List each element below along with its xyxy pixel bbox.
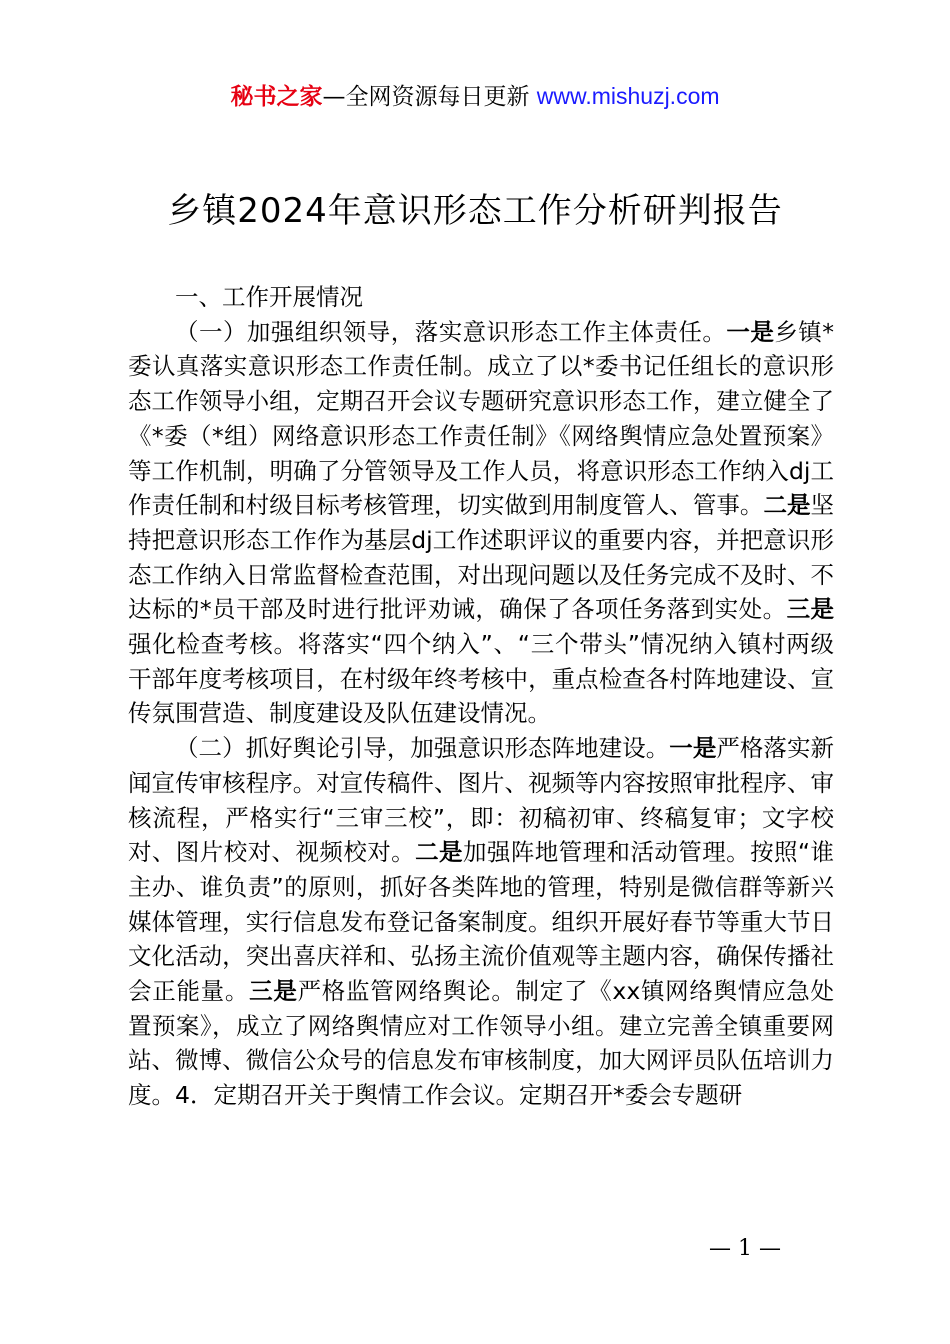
paragraph-2 [128, 731, 834, 1113]
ordinal-keyword: 一是 [669, 734, 717, 763]
page-number: — 1 — [709, 1236, 781, 1261]
brand-name: 秘书之家 [230, 84, 323, 110]
site-header [0, 80, 950, 113]
section-heading: 一、工作开展情况 [175, 283, 363, 311]
paragraph-text: 强化检查考核。将落实“四个纳入”、“三个带头”情况纳入镇村两级干部年度考核项目，在村级年终考核中，重点检查各村阵地建设、宣传氛围营造、制度建设及队伍建设情况。 [128, 630, 834, 728]
paragraph-lead: （一）加强组织领导，落实意识形态工作主体责任。 [175, 317, 727, 346]
paragraph-1 [128, 315, 834, 731]
paragraph-lead: （二）抓好舆论引导，加强意识形态阵地建设。 [175, 734, 670, 763]
document-body [128, 280, 834, 1113]
header-tagline: —全网资源每日更新 [322, 84, 537, 110]
paragraph-text: 乡镇*委认真落实意识形态工作责任制。成立了以*委书记任组长的意识形态工作领导小组，定期召开会议专题研究意识形态工作，建立健全了《*委（*组）网络意识形态工作责任制》《网络舆情应急处置预案》等工作机制，明确了分管领导及工作人员，将意识形态工作纳入dj工作责任制和村级目标考核管理，切实做到用制度管人、管事。 [128, 317, 835, 520]
paragraph-text: 加强阵地管理和活动管理。按照“谁主办、谁负责”的原则，抓好各类阵地的管理，特别是微信群等新兴媒体管理，实行信息发布登记备案制度。组织开展好春节等重大节日文化活动，突出喜庆祥和、弘扬主流价值观等主题内容，确保传播社会正能量。 [128, 838, 835, 1006]
document-title: 乡镇2024年意识形态工作分析研判报告 [167, 191, 783, 231]
paragraph-text: 严格落实新闻宣传审核程序。对宣传稿件、图片、视频等内容按照审批程序、审核流程，严格实行“三审三校”，即：初稿初审、终稿复审；文字校对、图片校对、视频校对。 [128, 734, 835, 867]
ordinal-keyword: 二是 [763, 491, 811, 520]
paragraph-text: 严格监管网络舆论。制定了《xx镇网络舆情应急处置预案》，成立了网络舆情应对工作领导小组。建立完善全镇重要网站、微博、微信公众号的信息发布审核制度，加大网评员队伍培训力度。4．定期召开关于舆情工作会议。定期召开*委会专题研 [128, 977, 835, 1110]
ordinal-keyword: 二是 [415, 838, 463, 867]
ordinal-keyword: 三是 [786, 595, 835, 624]
paragraph-text: 坚持把意识形态工作作为基层dj工作述职评议的重要内容，并把意识形态工作纳入日常监督检查范围，对出现问题以及任务完成不及时、不达标的*员干部及时进行批评劝诫，确保了各项任务落到实处。 [128, 491, 835, 624]
ordinal-keyword: 三是 [249, 977, 298, 1006]
site-url-link[interactable]: www.mishuzj.com [536, 83, 720, 109]
ordinal-keyword: 一是 [726, 317, 775, 346]
